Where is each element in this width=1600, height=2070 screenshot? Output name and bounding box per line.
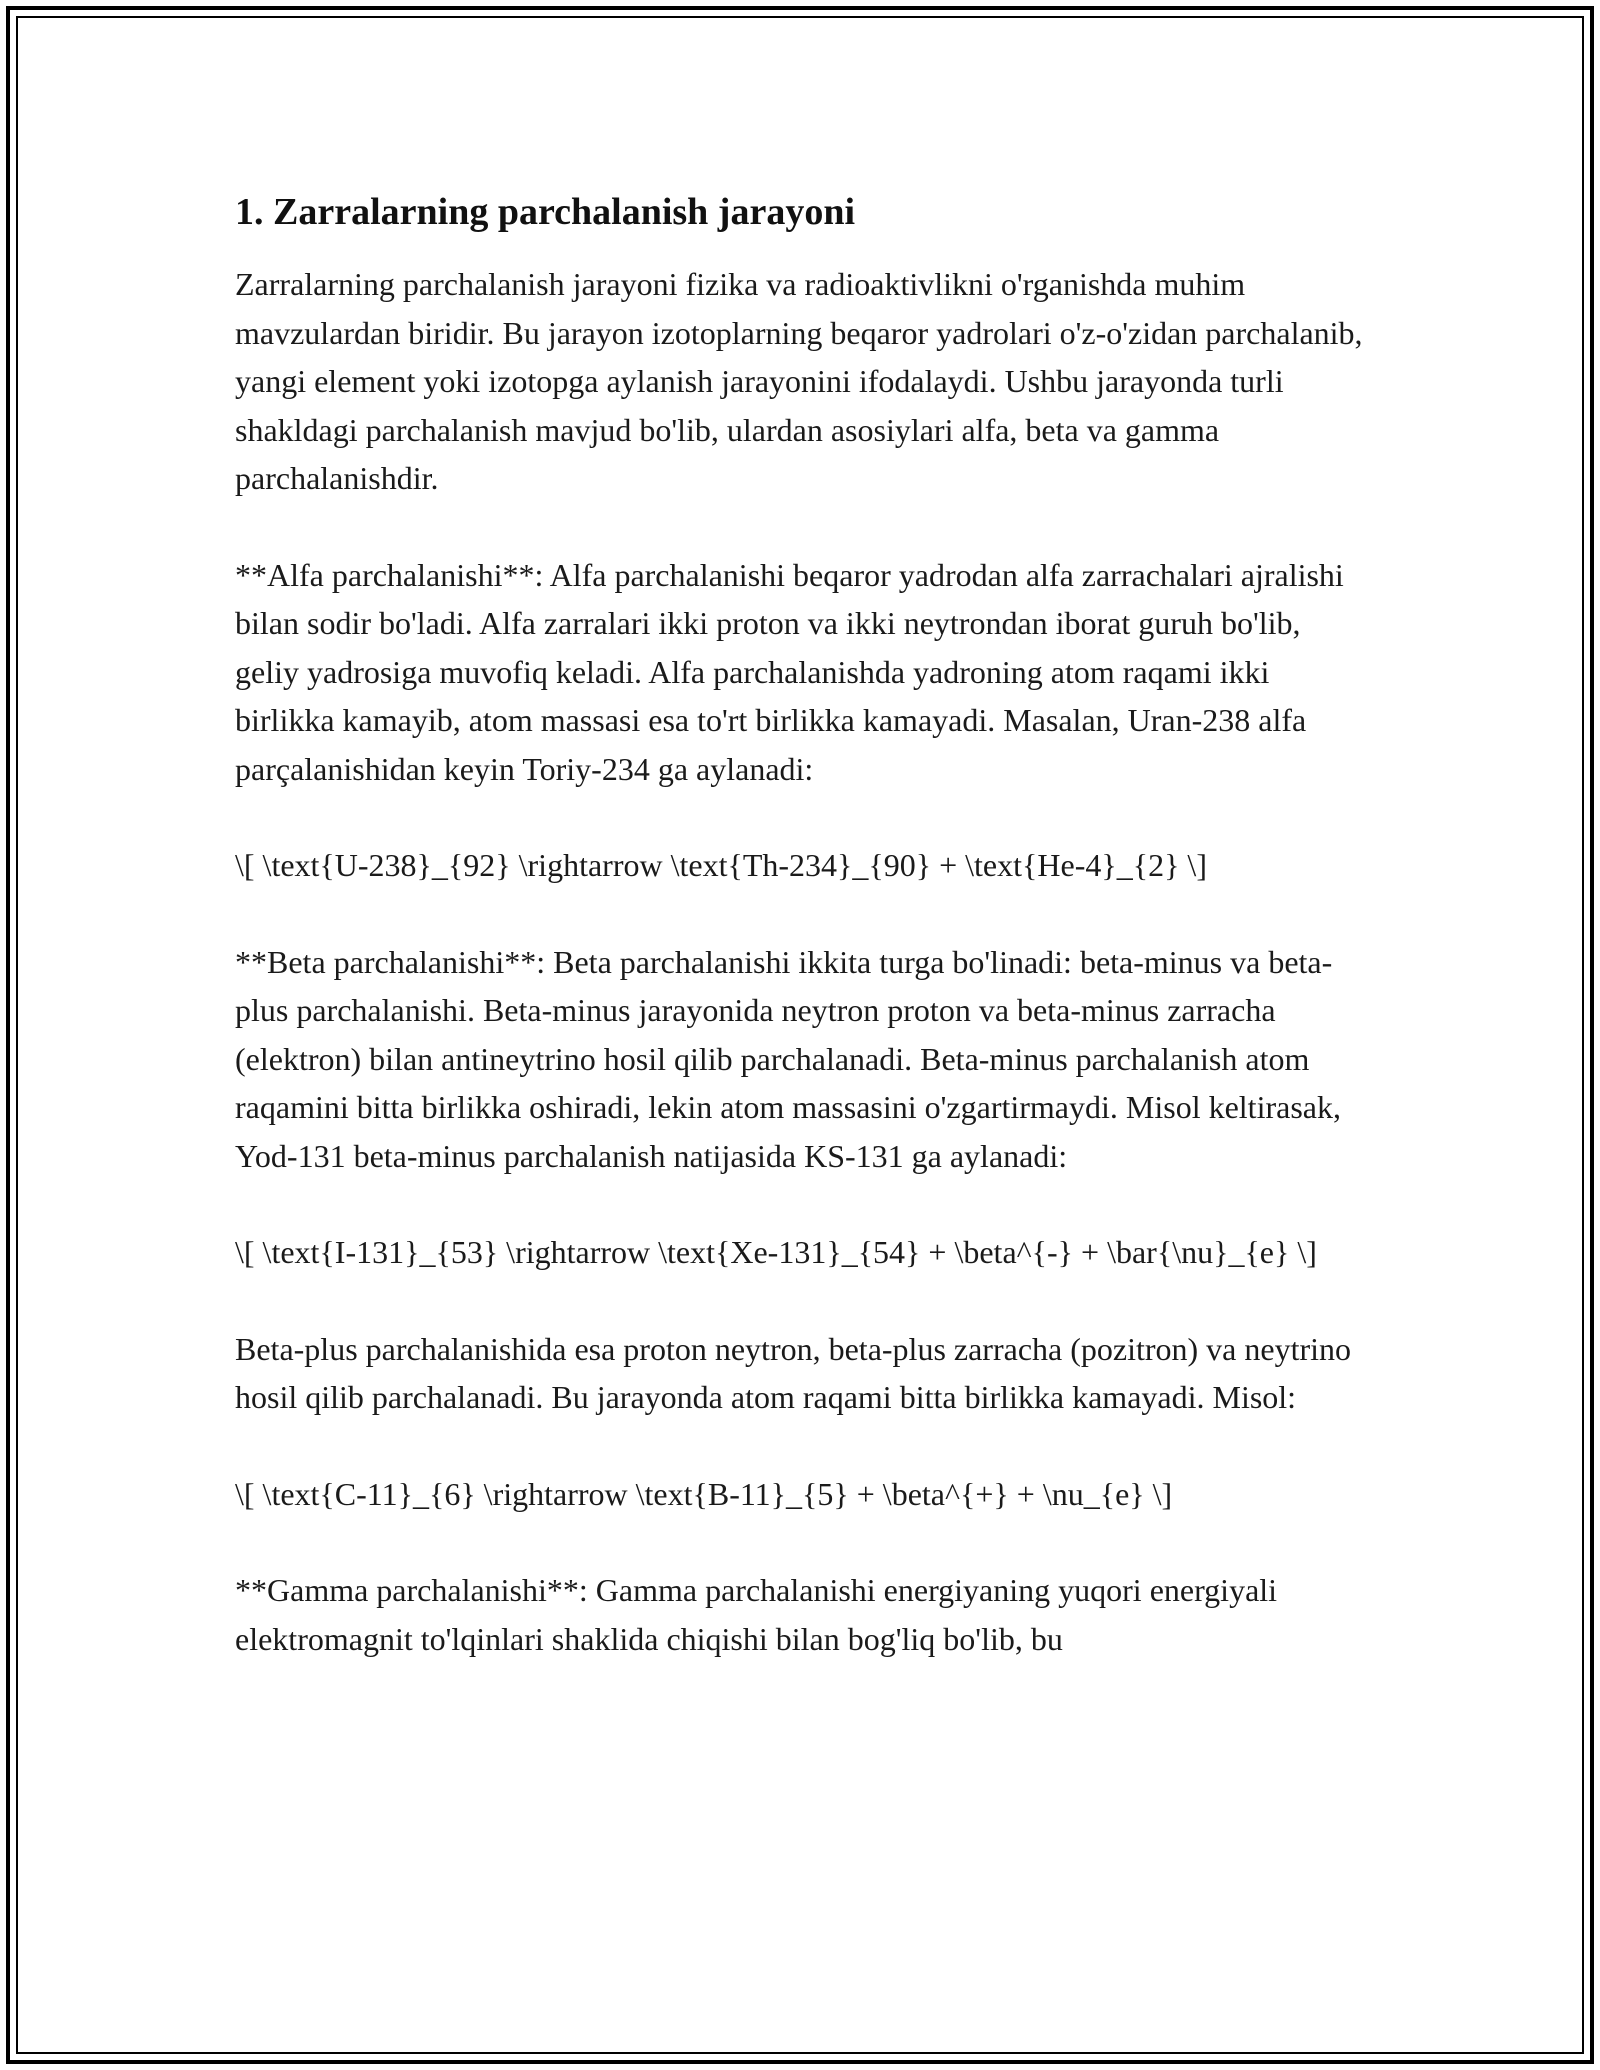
- intro-paragraph: Zarralarning parchalanish jarayoni fizika va radioaktivlikni o'rganishda muhim mavzulardan biridir. Bu jarayon izotoplarning beqaror yadrolari o'z-o'zidan parchalanib, yangi element yoki izotopga aylanish jarayonini ifodalaydi. Ushbu jarayonda turli shakldagi parchalanish mavjud bo'lib, ulardan asosiylari alfa, beta va gamma parchalanishdir.: [235, 266, 1363, 496]
- alpha-decay-equation: \[ \text{U-238}_{92} \rightarrow \text{Th-234}_{90} + \text{He-4}_{2} \]: [235, 847, 1207, 883]
- alpha-decay-paragraph: **Alfa parchalanishi**: Alfa parchalanishi beqaror yadrodan alfa zarrachalari ajralishi bilan sodir bo'ladi. Alfa zarralari ikki proton va ikki neytrondan iborat guruh bo'lib, geliy yadrosiga muvofiq keladi. Alfa parchalanishda yadroning atom raqami ikki birlikka kamayib, atom massasi esa to'rt birlikka kamayadi. Masalan, Uran-238 alfa parçalanishidan keyin Toriy-234 ga aylanadi:: [235, 556, 1344, 787]
- beta-decay-paragraph: **Beta parchalanishi**: Beta parchalanishi ikkita turga bo'linadi: beta-minus va beta-plus parchalanishi. Beta-minus jarayonida neytron proton va beta-minus zarracha (elektron) bilan antineytrino hosil qilib parchalanadi. Beta-minus parchalanish atom raqamini bitta birlikka oshiradi, lekin atom massasini o'zgartirmaydi. Misol keltirasak, Yod-131 beta-minus parchalanish natijasida KS-131 ga aylanadi:: [235, 943, 1341, 1174]
- gamma-decay-paragraph: **Gamma parchalanishi**: Gamma parchalanishi energiyaning yuqori energiyali elektromagnit to'lqinlari shaklida chiqishi bilan bog'liq bo'lib, bu: [235, 1572, 1278, 1657]
- beta-minus-equation: \[ \text{I-131}_{53} \rightarrow \text{Xe-131}_{54} + \beta^{-} + \bar{\nu}_{e} \]: [235, 1234, 1317, 1270]
- beta-plus-paragraph: Beta-plus parchalanishida esa proton neytron, beta-plus zarracha (pozitron) va neytrino hosil qilib parchalanadi. Bu jarayonda atom raqami bitta birlikka kamayadi. Misol:: [235, 1330, 1352, 1415]
- document-body: [235, 188, 1370, 1711]
- section-heading: 1. Zarralarning parchalanish jarayoni: [235, 191, 856, 233]
- beta-plus-equation: \[ \text{C-11}_{6} \rightarrow \text{B-11}_{5} + \beta^{+} + \nu_{e} \]: [235, 1475, 1173, 1512]
